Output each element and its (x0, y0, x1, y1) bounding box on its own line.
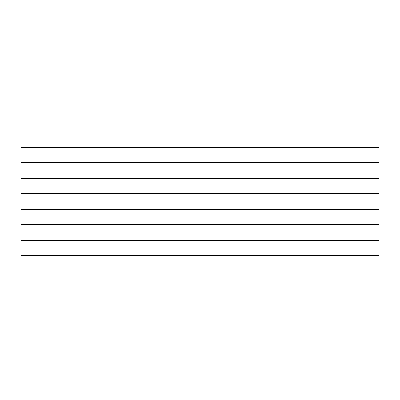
toc-entry[interactable] (20, 150, 380, 166)
toc-leader-line (21, 209, 379, 210)
toc-leader-line (21, 178, 379, 179)
toc-entry[interactable] (20, 181, 380, 197)
toc-entry[interactable] (20, 243, 380, 259)
toc-entry[interactable] (20, 212, 380, 228)
toc-leader-line (21, 224, 379, 225)
toc-entry[interactable] (20, 196, 380, 212)
toc-leader-line (21, 193, 379, 194)
intro-line (18, 11, 382, 23)
toc-entry[interactable] (20, 227, 380, 243)
toc-leader-line (21, 240, 379, 241)
toc-entry[interactable] (20, 134, 380, 150)
intro-paragraph (18, 11, 382, 35)
table-of-contents (20, 134, 380, 258)
toc-leader-line (21, 147, 379, 148)
toc-leader-line (21, 162, 379, 163)
toc-entry[interactable] (20, 165, 380, 181)
intro-line (18, 23, 382, 35)
toc-leader-line (21, 255, 379, 256)
